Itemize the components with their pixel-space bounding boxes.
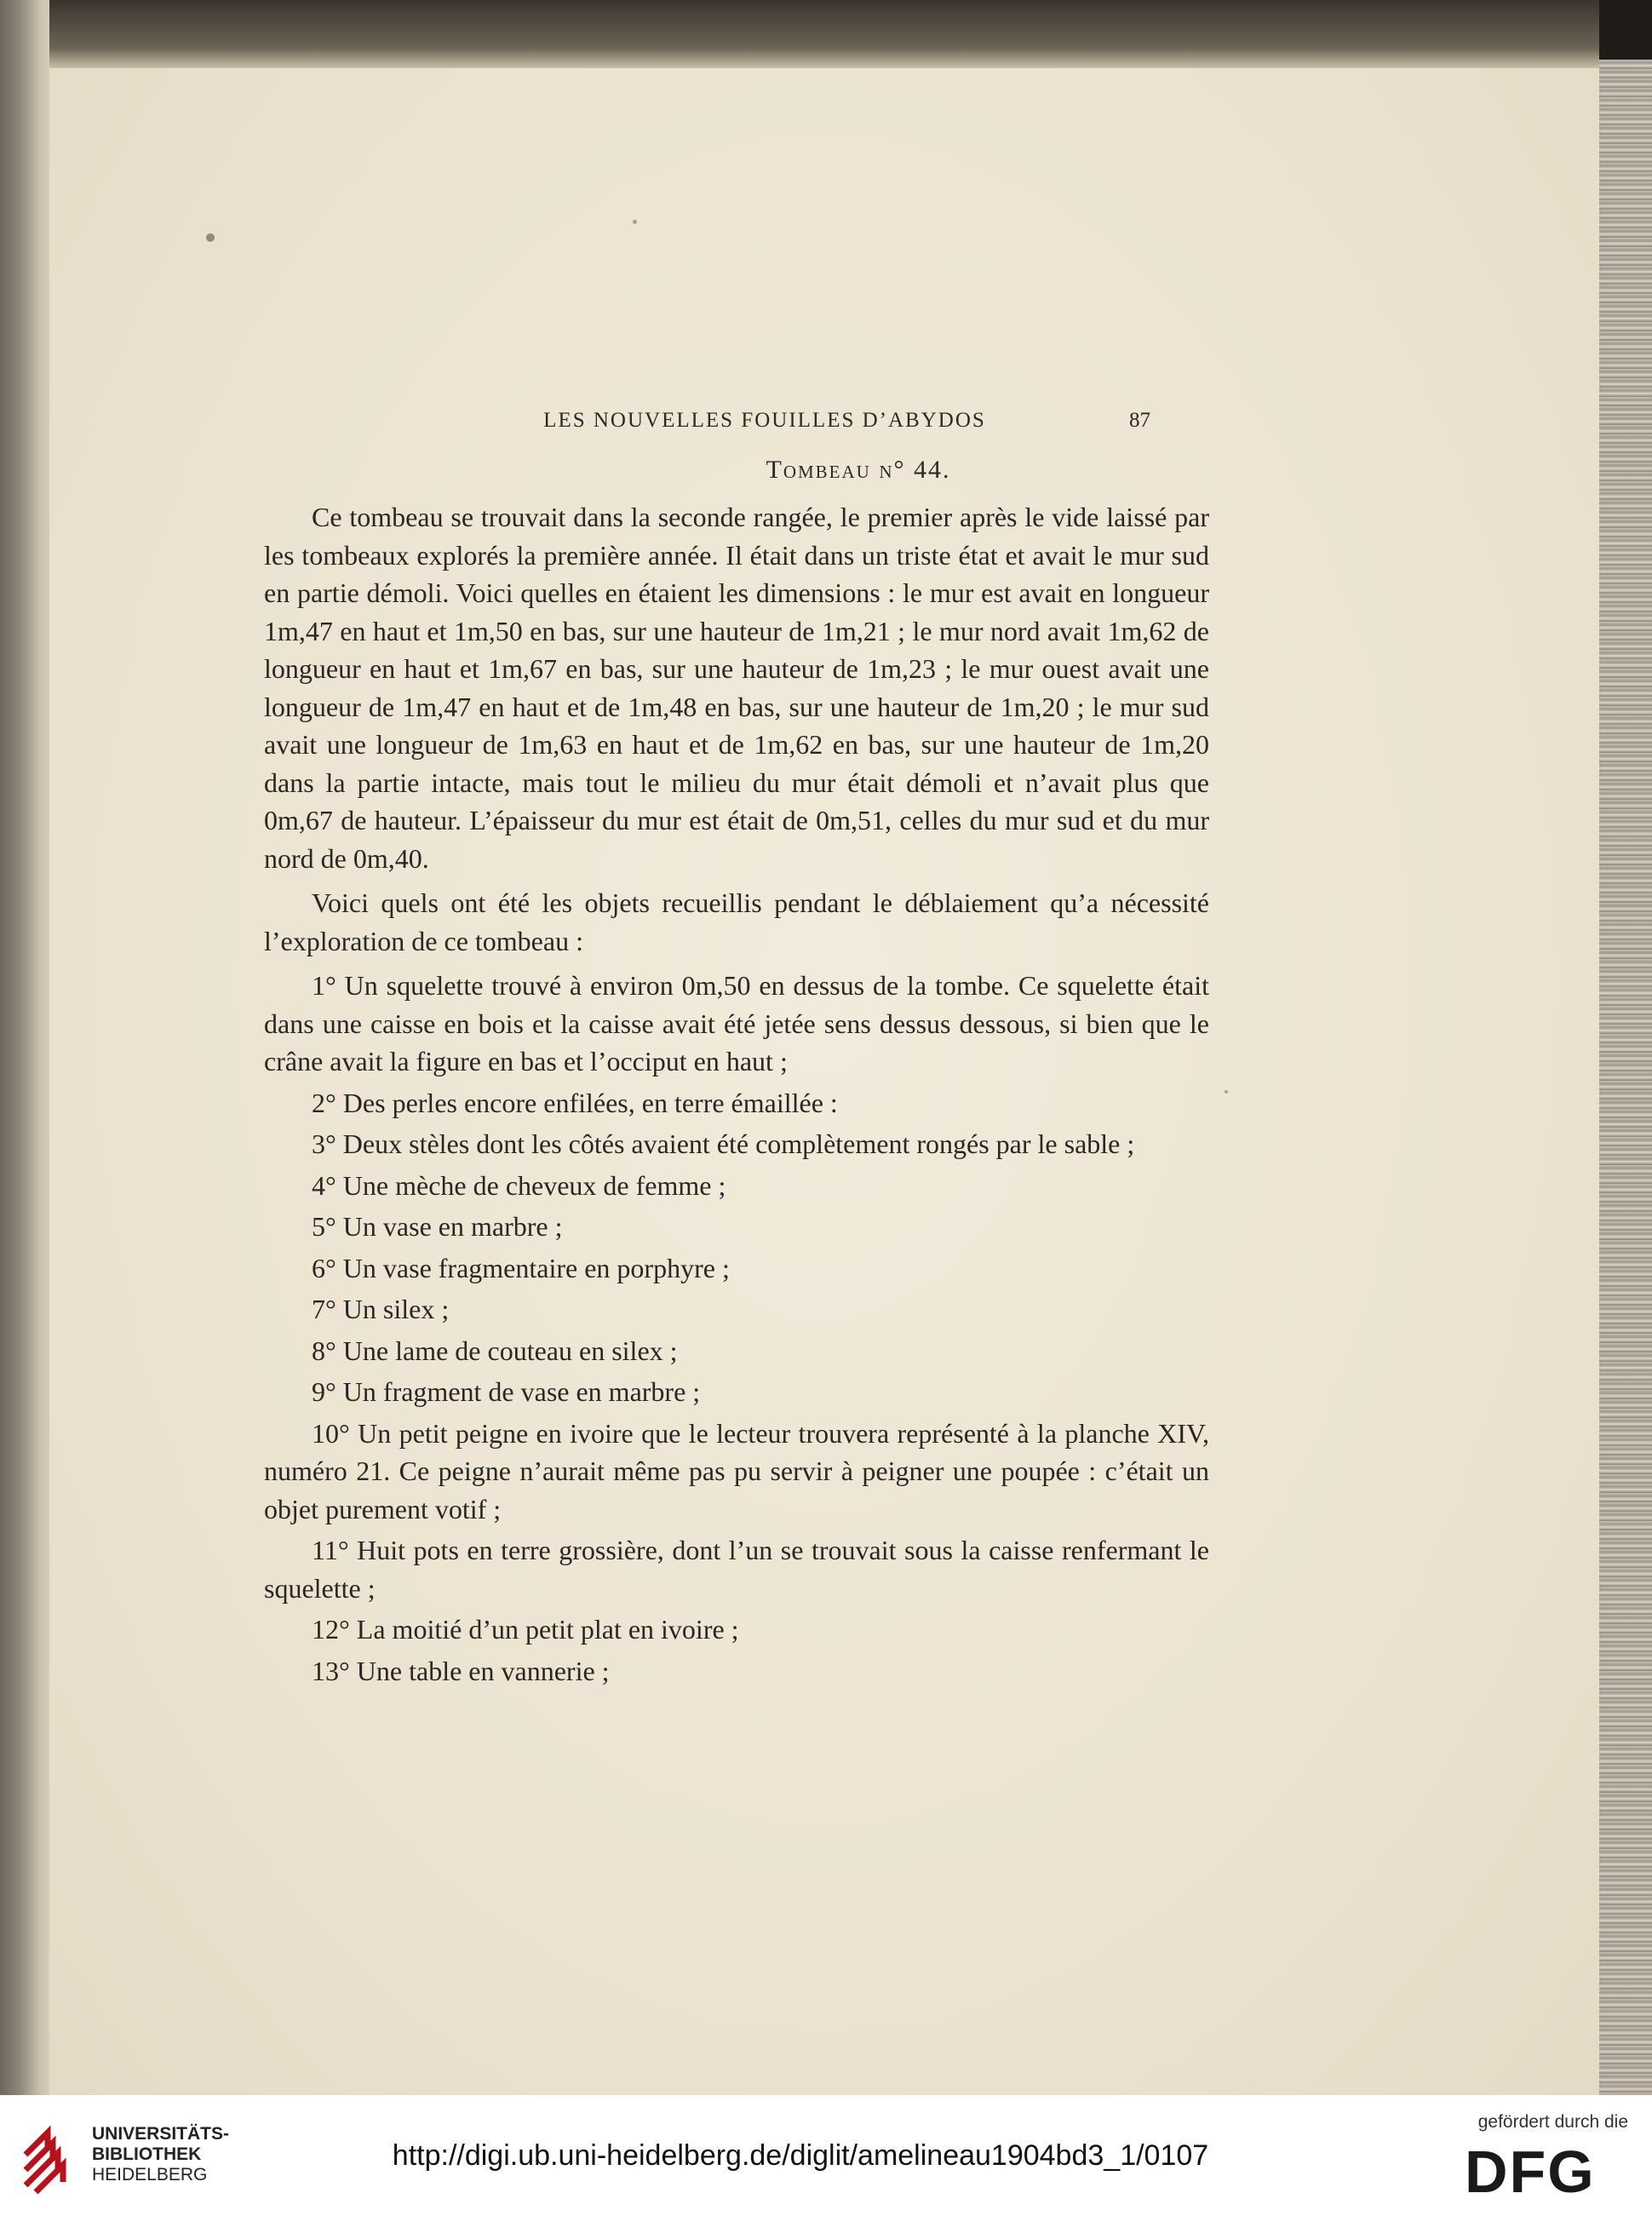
permalink-url[interactable]: http://digi.ub.uni-heidelberg.de/diglit/amelineau1904bd3_1/0107 [392, 2139, 1209, 2172]
list-item: 13° Une table en vannerie ; [312, 1655, 610, 1686]
list-item: 12° La moitié d’un petit plat en ivoire ; [312, 1614, 739, 1645]
library-name-line: BIBLIOTHEK [92, 2144, 202, 2164]
list-item: 4° Une mèche de cheveux de femme ; [312, 1169, 726, 1201]
paragraph: Ce tombeau se trouvait dans la seconde rangée, le premier après le vide laissé par les tombeaux explorés la première année. Il était dans un triste état et avait le mur sud en partie démoli. Voici quelles en étaient les dimensions : le mur est avait en longueur 1m,47 en haut et 1m,50 en bas, sur une hauteur de 1m,21 ; le mur nord avait 1m,62 de longueur en haut et 1m,67 en bas, sur une hauteur de 1m,23 ; le mur ouest avait une longueur de 1m,47 en haut et de 1m,48 en bas, sur une hauteur de 1m,20 ; le mur sud avait une longueur de 1m,63 en haut et de 1m,62 en bas, sur une hauteur de 1m,20 dans la partie intacte, mais tout le milieu du mur était démoli et n’avait plus que 0m,67 de hauteur. L’épaisseur du mur est était de 0m,51, celles du mur sud et du mur nord de 0m,40. [264, 502, 1209, 874]
funded-by-label: gefördert durch die [1477, 2112, 1628, 2132]
list-item: 5° Un vase en marbre ; [312, 1211, 563, 1242]
list-item: 10° Un petit peigne en ivoire que le lecteur trouvera représenté à la planche XIV, numéro 21. Ce peigne n’aurait même pas pu servir à peigner une poupée : c’était un objet purement votif ; [264, 1417, 1209, 1524]
page-header [49, 409, 1599, 443]
list-item: 9° Un fragment de vase en marbre ; [312, 1376, 701, 1407]
book-top-edge [49, 0, 1599, 68]
book-page [49, 68, 1599, 2095]
list-item: 11° Huit pots en terre grossière, dont l’un se trouvait sous la caisse renfermant le squelette ; [264, 1535, 1209, 1604]
list-item: 3° Deux stèles dont les côtés avaient été complètement rongés par le sable ; [312, 1128, 1135, 1159]
dfg-logo-icon[interactable] [1465, 2143, 1626, 2197]
running-head: LES NOUVELLES FOUILLES D’ABYDOS [543, 409, 986, 432]
body-text [264, 498, 1209, 1693]
dfg-logo-text: DFG [1465, 2143, 1596, 2197]
list-item: 8° Une lame de couteau en silex ; [312, 1335, 678, 1366]
book-gutter [0, 0, 49, 2095]
section-title: Tombeau n° 44. [766, 456, 951, 484]
library-name-line: UNIVERSITÄTS- [92, 2124, 230, 2144]
viewer-footer [0, 2095, 1652, 2216]
list-item: 2° Des perles encore enfilées, en terre émaillée : [312, 1087, 838, 1118]
list-item: 1° Un squelette trouvé à environ 0m,50 en dessus de la tombe. Ce squelette était dans une caisse en bois et la caisse avait été jetée sens dessus dessous, si bien que le crâne avait la figure en bas et l’occiput en haut ; [264, 970, 1209, 1076]
library-name-line: HEIDELBERG [92, 2165, 208, 2184]
paragraph: Voici quels ont été les objets recueillis pendant le déblaiement qu’a nécessité l’exploration de ce tombeau : [264, 887, 1209, 956]
page-number: 87 [1129, 409, 1150, 432]
list-item: 7° Un silex ; [312, 1294, 450, 1324]
list-item: 6° Un vase fragmentaire en porphyre ; [312, 1252, 730, 1283]
page-stack-edge [1599, 60, 1652, 2095]
